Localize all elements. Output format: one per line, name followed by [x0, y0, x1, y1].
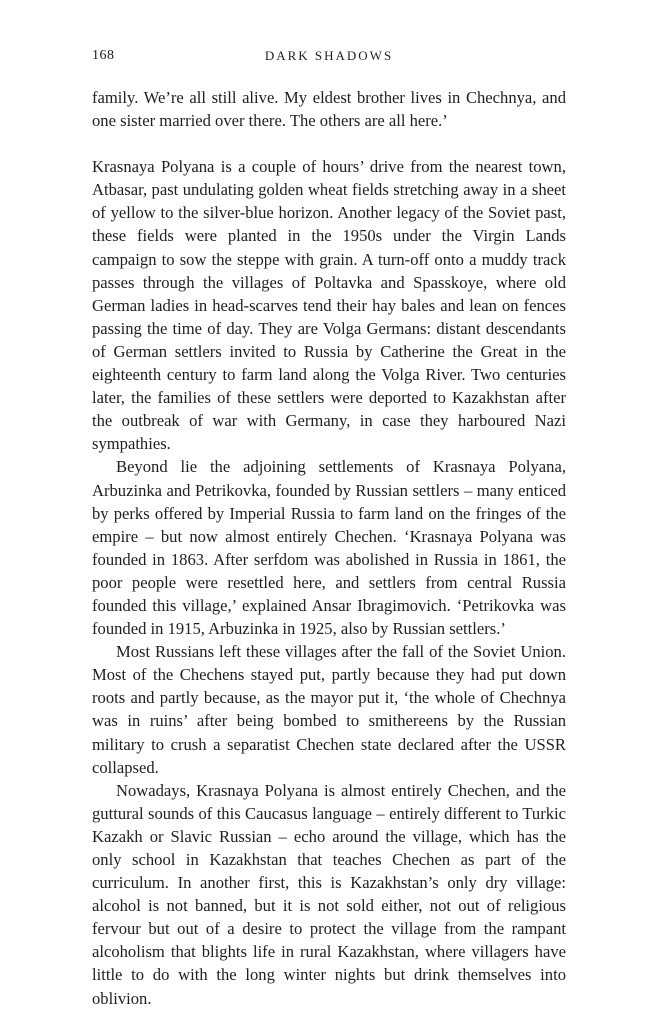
body-text	[92, 86, 566, 1010]
paragraph: Beyond lie the adjoining settlements of Krasnaya Polyana, Arbuzinka and Petrikovka, founded by Russian settlers – many enticed by perks offered by Imperial Russia to farm land on the fringes of the empire – but now almost entirely Chechen. ‘Krasnaya Polyana was founded in 1863. After serfdom was abolished in Russia in 1861, the poor people were resettled here, and settlers from central Russia founded this village,’ explained Ansar Ibragimovich. ‘Petrikovka was founded in 1915, Arbuzinka in 1925, also by Russian settlers.’	[92, 457, 566, 639]
page-number: 168	[92, 48, 115, 63]
paragraph-section-start: Krasnaya Polyana is a couple of hours’ drive from the nearest town, Atbasar, past undulating golden wheat fields stretching away in a sheet of yellow to the silver-blue horizon. Another legacy of the Soviet past, these fields were planted in the 1950s under the Virgin Lands campaign to sow the steppe with grain. A turn-off onto a muddy track passes through the villages of Poltavka and Spasskoye, where old German ladies in head-scarves tend their hay bales and lean on fences passing the time of day. They are Volga Germans: distant descendants of German settlers invited to Russia by Catherine the Great in the eighteenth century to farm land along the Volga River. Two centuries later, the families of these settlers were deported to Kazakhstan after the outbreak of war with Germany, in case they harboured Nazi sympathies.	[92, 157, 566, 454]
running-head	[92, 48, 566, 68]
paragraph-continued: family. We’re all still alive. My eldest brother lives in Chechnya, and one sister married over there. The others are all here.’	[92, 88, 566, 131]
running-title: DARK SHADOWS	[264, 48, 394, 63]
paragraph: Nowadays, Krasnaya Polyana is almost entirely Chechen, and the guttural sounds of this Caucasus language – entirely different to Turkic Kazakh or Slavic Russian – echo around the village, which has the only school in Kazakhstan that teaches Chechen as part of the curriculum. In another first, this is Kazakhstan’s only dry village: alcohol is not banned, but it is not sold either, not out of religious fervour but out of a desire to protect the village from the rampant alcoholism that blights life in rural Kazakhstan, where villagers have little to do with the long winter nights but drink themselves into oblivion.	[92, 780, 566, 1008]
paragraph: Most Russians left these villages after the fall of the Soviet Union. Most of the Chechens stayed put, partly because they had put down roots and partly because, as the mayor put it, ‘the whole of Chechnya was in ruins’ after being bombed to smithereens by the Russian military to crush a separatist Chechen state declared after the USSR collapsed.	[92, 642, 566, 777]
